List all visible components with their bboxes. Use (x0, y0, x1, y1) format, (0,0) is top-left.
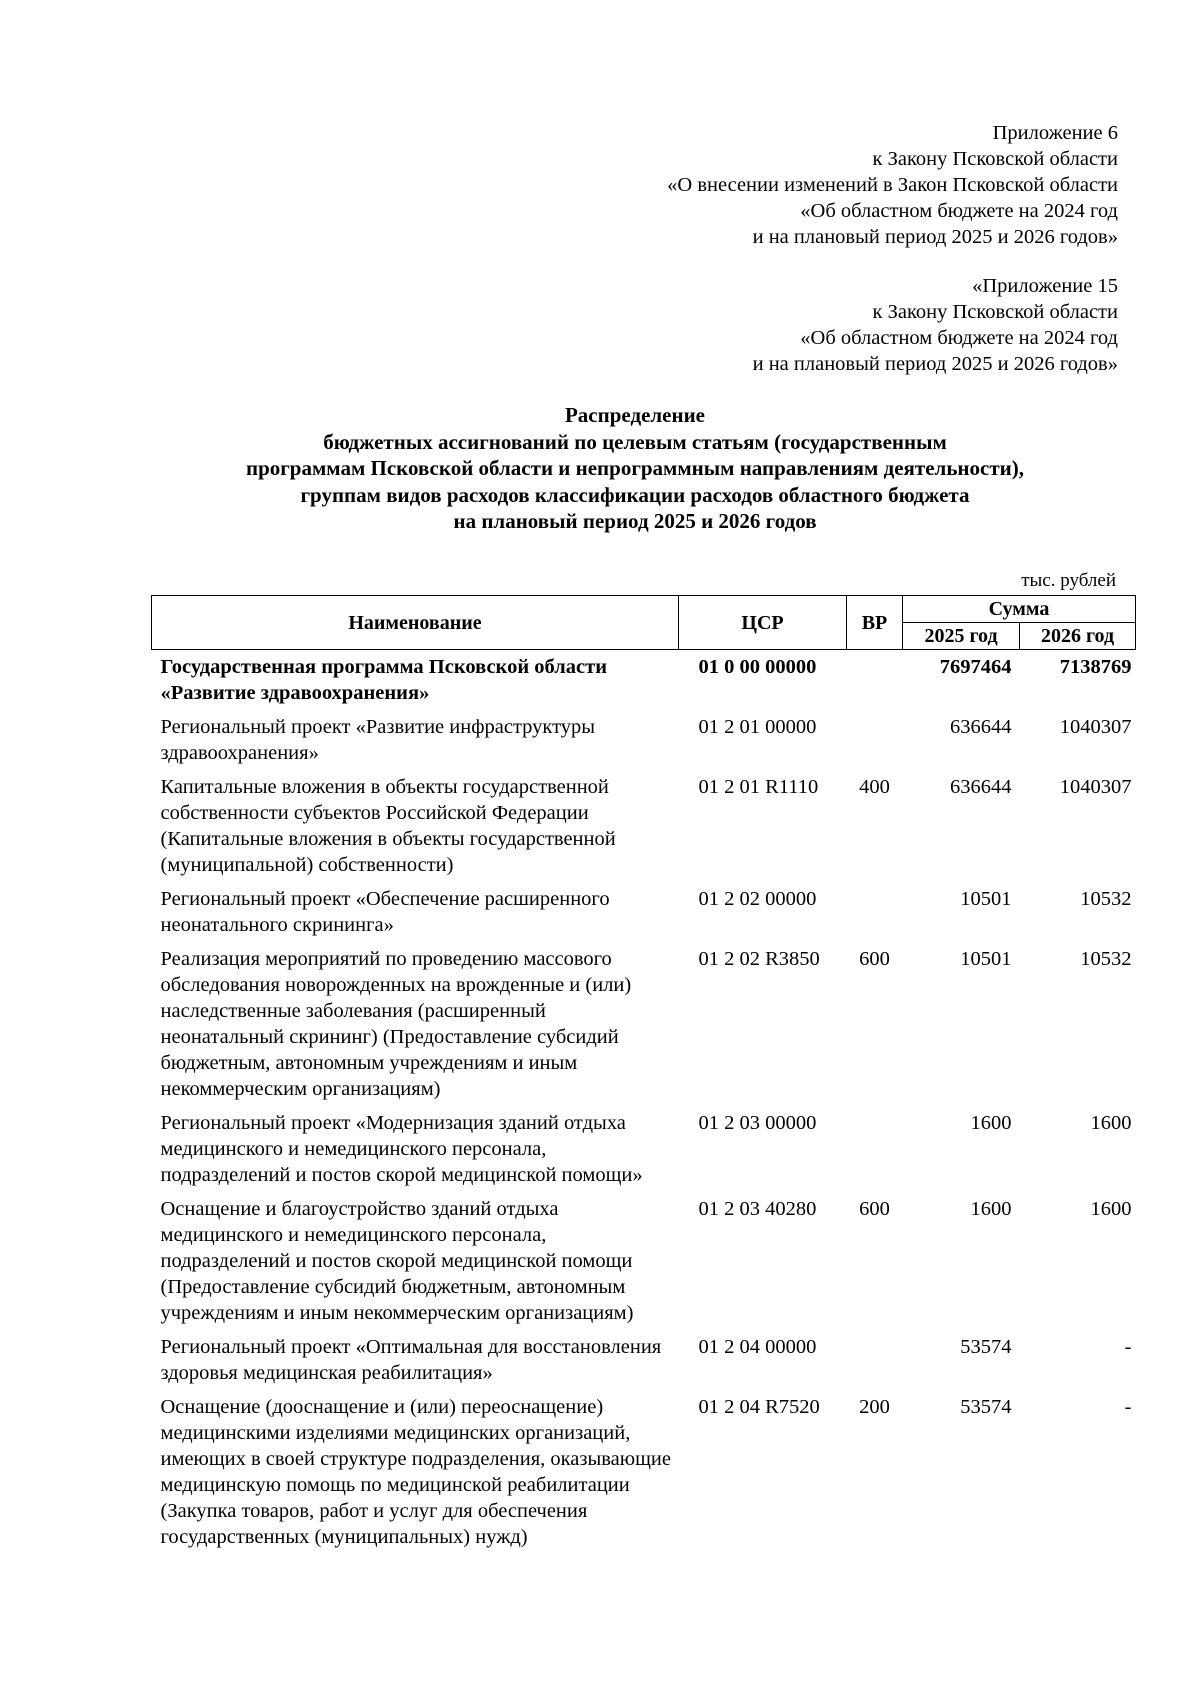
row-vr: 600 (859, 1198, 890, 1220)
table-row (152, 941, 1136, 1105)
appendix-15-line-1: «Приложение 15 (972, 275, 1118, 297)
table-row (152, 1191, 1136, 1329)
row-sum-2026: 10532 (1080, 948, 1132, 970)
row-csr: 01 2 04 00000 (698, 1336, 817, 1358)
appendix-15-line-2: к Закону Псковской области (872, 301, 1118, 323)
title-line-5: на плановый период 2025 и 2026 годов (453, 509, 817, 533)
header-vr: ВР (847, 596, 903, 650)
title-line-4: группам видов расходов классификации расходов областного бюджета (300, 482, 970, 507)
table-row (152, 881, 1136, 941)
budget-table (151, 595, 1136, 1553)
row-sum-2025: 7697464 (939, 656, 1012, 678)
table-row (152, 650, 1136, 710)
table-row (152, 1105, 1136, 1191)
header-csr: ЦСР (679, 596, 847, 650)
row-sum-2025: 1600 (970, 1112, 1012, 1134)
appendix-6-header (667, 120, 1118, 250)
row-csr: 01 2 04 R7520 (698, 1396, 820, 1418)
row-name: Реализация мероприятий по проведению массового обследования новорожденных на врожденные и (или) наследственные заболевания (расширенный неонатальный скрининг) (Предоставление субсидий бюджетным, автономным учреждениям и иным некоммерческим организациям) (160, 948, 632, 1100)
row-sum-2026: 7138769 (1059, 656, 1132, 678)
row-sum-2025: 10501 (960, 888, 1012, 910)
row-name: Государственная программа Псковской области «Развитие здравоохранения» (160, 656, 608, 704)
row-sum-2026: 1600 (1090, 1112, 1132, 1134)
title-line-1: Распределение (564, 403, 706, 427)
row-name: Оснащение и благоустройство зданий отдыха медицинского и немедицинского персонала, подразделений и постов скорой медицинской помощи (Предоставление субсидий бюджетным, автономным учреждениям и иным некоммерческим организациям) (160, 1198, 634, 1324)
appendix-15-header (753, 273, 1118, 377)
table-row (152, 1329, 1136, 1389)
row-vr (847, 1105, 903, 1191)
row-csr: 01 2 02 00000 (698, 888, 817, 910)
row-sum-2026: 1600 (1090, 1198, 1132, 1220)
header-name: Наименование (152, 596, 679, 650)
appendix-6-line-5: и на плановый период 2025 и 2026 годов» (752, 226, 1118, 248)
appendix-6-line-4: «Об областном бюджете на 2024 год (800, 200, 1118, 222)
title-line-3: программам Псковской области и непрограммным направлениям деятельности), (245, 456, 1024, 480)
row-vr (847, 650, 903, 710)
document-title (0, 402, 1200, 535)
row-sum-2025: 10501 (960, 948, 1012, 970)
appendix-6-line-3: «О внесении изменений в Закон Псковской области (667, 174, 1118, 196)
header-year-2025: 2025 год (903, 623, 1020, 650)
row-csr: 01 2 03 00000 (698, 1112, 817, 1134)
row-sum-2025: 636644 (950, 776, 1012, 798)
row-csr: 01 2 03 40280 (698, 1198, 817, 1220)
header-sum: Сумма (903, 596, 1136, 623)
row-sum-2025: 1600 (970, 1198, 1012, 1220)
row-name: Региональный проект «Обеспечение расширенного неонатального скрининга» (160, 888, 610, 936)
row-vr (847, 1329, 903, 1389)
units-label: тыс. рублей (1021, 570, 1116, 591)
row-name: Капитальные вложения в объекты государственной собственности субъектов Российской Федерации (Капитальные вложения в объекты государственной (муниципальной) собственности) (160, 776, 616, 876)
row-name: Региональный проект «Развитие инфраструктуры здравоохранения» (160, 716, 596, 764)
table-row (152, 709, 1136, 769)
table-row (152, 769, 1136, 881)
appendix-6-line-2: к Закону Псковской области (872, 148, 1118, 170)
title-line-2: бюджетных ассигнований по целевым статьям (государственным (323, 429, 947, 454)
row-csr: 01 2 01 R1110 (698, 776, 819, 798)
header-year-2026: 2026 год (1020, 623, 1136, 650)
row-sum-2026: 10532 (1080, 888, 1132, 910)
table-body (152, 650, 1136, 1554)
row-sum-2026: - (1124, 1336, 1132, 1358)
row-vr (847, 881, 903, 941)
row-csr: 01 2 02 R3850 (698, 948, 820, 970)
row-csr: 01 2 01 00000 (698, 716, 817, 738)
appendix-15-line-3: «Об областном бюджете на 2024 год (800, 327, 1118, 349)
row-vr (847, 709, 903, 769)
row-sum-2026: 1040307 (1059, 716, 1132, 738)
table-header (152, 596, 1136, 650)
row-name: Региональный проект «Модернизация зданий отдыха медицинского и немедицинского персонала, подразделений и постов скорой медицинской помощи» (160, 1112, 643, 1186)
row-vr: 400 (859, 776, 890, 798)
row-sum-2025: 53574 (960, 1396, 1012, 1418)
row-vr: 200 (859, 1396, 890, 1418)
appendix-6-line-1: Приложение 6 (992, 122, 1118, 144)
table-row (152, 1389, 1136, 1553)
row-csr: 01 0 00 00000 (698, 656, 817, 678)
row-sum-2025: 636644 (950, 716, 1012, 738)
row-name: Региональный проект «Оптимальная для восстановления здоровья медицинская реабилитация» (160, 1336, 662, 1384)
row-name: Оснащение (дооснащение и (или) переоснащение) медицинскими изделиями медицинских организаций, имеющих в своей структуре подразделения, оказывающие медицинскую помощь по медицинской реабилитации (Закупка товаров, работ и услуг для обеспечения государственных (муниципальных) нужд) (160, 1396, 671, 1548)
row-sum-2025: 53574 (960, 1336, 1012, 1358)
appendix-15-line-4: и на плановый период 2025 и 2026 годов» (752, 353, 1118, 375)
row-vr: 600 (859, 948, 890, 970)
row-sum-2026: - (1124, 1396, 1132, 1418)
row-sum-2026: 1040307 (1059, 776, 1132, 798)
